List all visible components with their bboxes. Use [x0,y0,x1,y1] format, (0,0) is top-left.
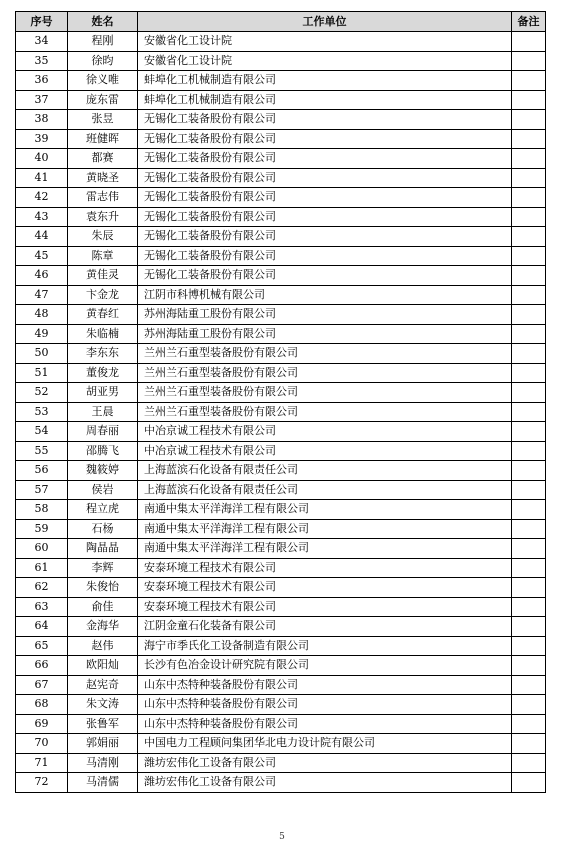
table-row [16,422,546,442]
cell-remarks [512,480,546,500]
cell-work-unit: 兰州兰石重型装备股份有限公司 [138,402,512,422]
cell-name: 邵腾飞 [68,441,138,461]
cell-remarks [512,714,546,734]
cell-serial-number: 56 [16,461,68,481]
cell-work-unit: 上海蓝滨石化设备有限责任公司 [138,480,512,500]
cell-work-unit: 海宁市季氏化工设备制造有限公司 [138,636,512,656]
cell-work-unit: 安泰环境工程技术有限公司 [138,597,512,617]
cell-name: 侯岩 [68,480,138,500]
table-row [16,402,546,422]
cell-work-unit: 潍坊宏伟化工设备有限公司 [138,773,512,793]
table-row [16,51,546,71]
cell-serial-number: 71 [16,753,68,773]
table-row [16,188,546,208]
table-row [16,71,546,91]
cell-work-unit: 兰州兰石重型装备股份有限公司 [138,344,512,364]
cell-serial-number: 42 [16,188,68,208]
cell-name: 徐昀 [68,51,138,71]
cell-name: 黄春红 [68,305,138,325]
cell-work-unit: 上海蓝滨石化设备有限责任公司 [138,461,512,481]
cell-name: 陈章 [68,246,138,266]
cell-name: 赵宪奇 [68,675,138,695]
cell-remarks [512,617,546,637]
cell-remarks [512,734,546,754]
cell-name: 李东东 [68,344,138,364]
cell-name: 胡亚男 [68,383,138,403]
cell-remarks [512,461,546,481]
cell-work-unit: 潍坊宏伟化工设备有限公司 [138,753,512,773]
table-row [16,32,546,52]
page-number: 5 [279,832,285,842]
cell-work-unit: 山东中杰特种装备股份有限公司 [138,675,512,695]
cell-serial-number: 34 [16,32,68,52]
cell-work-unit: 中冶京诚工程技术有限公司 [138,422,512,442]
table-row [16,714,546,734]
cell-name: 朱文涛 [68,695,138,715]
cell-work-unit: 无锡化工装备股份有限公司 [138,188,512,208]
header-serial-number: 序号 [16,12,68,32]
table-body [16,32,546,793]
cell-remarks [512,168,546,188]
cell-name: 张鲁军 [68,714,138,734]
table-row [16,636,546,656]
cell-name: 袁东升 [68,207,138,227]
cell-remarks [512,227,546,247]
cell-serial-number: 38 [16,110,68,130]
cell-name: 石杨 [68,519,138,539]
table-row [16,207,546,227]
cell-name: 雷志伟 [68,188,138,208]
table-row [16,383,546,403]
cell-remarks [512,636,546,656]
cell-work-unit: 南通中集太平洋海洋工程有限公司 [138,539,512,559]
table-row [16,363,546,383]
cell-name: 程立虎 [68,500,138,520]
table-row [16,227,546,247]
cell-remarks [512,500,546,520]
cell-serial-number: 67 [16,675,68,695]
cell-name: 王晨 [68,402,138,422]
cell-name: 金海华 [68,617,138,637]
cell-serial-number: 52 [16,383,68,403]
cell-name: 朱辰 [68,227,138,247]
cell-remarks [512,51,546,71]
cell-work-unit: 无锡化工装备股份有限公司 [138,266,512,286]
cell-work-unit: 中国电力工程顾问集团华北电力设计院有限公司 [138,734,512,754]
cell-work-unit: 安泰环境工程技术有限公司 [138,578,512,598]
table-row [16,441,546,461]
table-row [16,675,546,695]
cell-remarks [512,324,546,344]
table-row [16,324,546,344]
table-row [16,656,546,676]
cell-serial-number: 61 [16,558,68,578]
cell-work-unit: 无锡化工装备股份有限公司 [138,207,512,227]
cell-work-unit: 苏州海陆重工股份有限公司 [138,324,512,344]
cell-remarks [512,656,546,676]
cell-serial-number: 68 [16,695,68,715]
cell-remarks [512,207,546,227]
cell-serial-number: 41 [16,168,68,188]
cell-remarks [512,539,546,559]
cell-name: 俞佳 [68,597,138,617]
cell-name: 董俊龙 [68,363,138,383]
cell-remarks [512,519,546,539]
header-row [16,12,546,32]
cell-serial-number: 60 [16,539,68,559]
cell-serial-number: 49 [16,324,68,344]
cell-name: 黄晓圣 [68,168,138,188]
cell-serial-number: 64 [16,617,68,637]
cell-serial-number: 36 [16,71,68,91]
cell-serial-number: 39 [16,129,68,149]
cell-remarks [512,188,546,208]
table-row [16,519,546,539]
cell-work-unit: 安徽省化工设计院 [138,51,512,71]
cell-remarks [512,285,546,305]
cell-serial-number: 55 [16,441,68,461]
table-row [16,168,546,188]
cell-name: 程刚 [68,32,138,52]
cell-serial-number: 72 [16,773,68,793]
personnel-table [15,11,546,793]
cell-serial-number: 40 [16,149,68,169]
cell-remarks [512,773,546,793]
table-row [16,344,546,364]
table-row [16,266,546,286]
cell-remarks [512,383,546,403]
cell-name: 欧阳灿 [68,656,138,676]
cell-remarks [512,90,546,110]
table-row [16,539,546,559]
table-row [16,246,546,266]
header-name: 姓名 [68,12,138,32]
cell-serial-number: 46 [16,266,68,286]
cell-name: 朱俊怡 [68,578,138,598]
cell-work-unit: 安徽省化工设计院 [138,32,512,52]
cell-work-unit: 兰州兰石重型装备股份有限公司 [138,383,512,403]
table-row [16,305,546,325]
table-row [16,695,546,715]
table-row [16,617,546,637]
cell-work-unit: 江阴金童石化装备有限公司 [138,617,512,637]
cell-serial-number: 44 [16,227,68,247]
cell-work-unit: 兰州兰石重型装备股份有限公司 [138,363,512,383]
cell-name: 朱临楠 [68,324,138,344]
cell-serial-number: 53 [16,402,68,422]
table-row [16,578,546,598]
cell-remarks [512,402,546,422]
cell-work-unit: 南通中集太平洋海洋工程有限公司 [138,519,512,539]
cell-work-unit: 无锡化工装备股份有限公司 [138,168,512,188]
table-row [16,480,546,500]
cell-work-unit: 无锡化工装备股份有限公司 [138,149,512,169]
cell-work-unit: 苏州海陆重工股份有限公司 [138,305,512,325]
cell-remarks [512,753,546,773]
table-row [16,110,546,130]
cell-remarks [512,246,546,266]
cell-serial-number: 47 [16,285,68,305]
table-row [16,597,546,617]
cell-name: 周春丽 [68,422,138,442]
cell-name: 李辉 [68,558,138,578]
table-row [16,734,546,754]
cell-remarks [512,558,546,578]
cell-serial-number: 45 [16,246,68,266]
cell-name: 马清刚 [68,753,138,773]
cell-work-unit: 无锡化工装备股份有限公司 [138,246,512,266]
cell-remarks [512,129,546,149]
cell-work-unit: 安泰环境工程技术有限公司 [138,558,512,578]
cell-name: 卞金龙 [68,285,138,305]
cell-name: 郭娟丽 [68,734,138,754]
header-work-unit: 工作单位 [138,12,512,32]
table-row [16,773,546,793]
cell-name: 都赛 [68,149,138,169]
cell-serial-number: 58 [16,500,68,520]
cell-name: 班健晖 [68,129,138,149]
cell-remarks [512,441,546,461]
cell-work-unit: 无锡化工装备股份有限公司 [138,129,512,149]
cell-work-unit: 蚌埠化工机械制造有限公司 [138,90,512,110]
cell-remarks [512,71,546,91]
cell-remarks [512,363,546,383]
cell-remarks [512,344,546,364]
table-row [16,753,546,773]
cell-name: 马清儒 [68,773,138,793]
cell-name: 魏筱婷 [68,461,138,481]
cell-serial-number: 63 [16,597,68,617]
cell-work-unit: 中冶京诚工程技术有限公司 [138,441,512,461]
cell-remarks [512,305,546,325]
cell-work-unit: 山东中杰特种装备股份有限公司 [138,714,512,734]
cell-remarks [512,695,546,715]
cell-remarks [512,32,546,52]
table-row [16,149,546,169]
table-row [16,500,546,520]
cell-serial-number: 69 [16,714,68,734]
cell-serial-number: 62 [16,578,68,598]
table-row [16,558,546,578]
cell-work-unit: 山东中杰特种装备股份有限公司 [138,695,512,715]
cell-serial-number: 59 [16,519,68,539]
cell-name: 赵伟 [68,636,138,656]
cell-serial-number: 54 [16,422,68,442]
cell-remarks [512,110,546,130]
cell-serial-number: 43 [16,207,68,227]
cell-work-unit: 无锡化工装备股份有限公司 [138,227,512,247]
cell-remarks [512,266,546,286]
cell-serial-number: 37 [16,90,68,110]
cell-work-unit: 长沙有色冶金设计研究院有限公司 [138,656,512,676]
cell-serial-number: 51 [16,363,68,383]
cell-name: 陶晶晶 [68,539,138,559]
cell-work-unit: 无锡化工装备股份有限公司 [138,110,512,130]
header-remarks: 备注 [512,12,546,32]
cell-remarks [512,422,546,442]
cell-serial-number: 66 [16,656,68,676]
cell-name: 庞东雷 [68,90,138,110]
cell-work-unit: 蚌埠化工机械制造有限公司 [138,71,512,91]
cell-remarks [512,597,546,617]
cell-serial-number: 50 [16,344,68,364]
table-row [16,285,546,305]
cell-work-unit: 江阴市科博机械有限公司 [138,285,512,305]
cell-work-unit: 南通中集太平洋海洋工程有限公司 [138,500,512,520]
table-row [16,90,546,110]
cell-serial-number: 70 [16,734,68,754]
cell-remarks [512,675,546,695]
table-row [16,129,546,149]
cell-serial-number: 65 [16,636,68,656]
cell-remarks [512,578,546,598]
cell-name: 黄佳灵 [68,266,138,286]
cell-serial-number: 35 [16,51,68,71]
cell-remarks [512,149,546,169]
cell-name: 徐义唯 [68,71,138,91]
cell-serial-number: 57 [16,480,68,500]
table-row [16,461,546,481]
cell-serial-number: 48 [16,305,68,325]
cell-name: 张昱 [68,110,138,130]
